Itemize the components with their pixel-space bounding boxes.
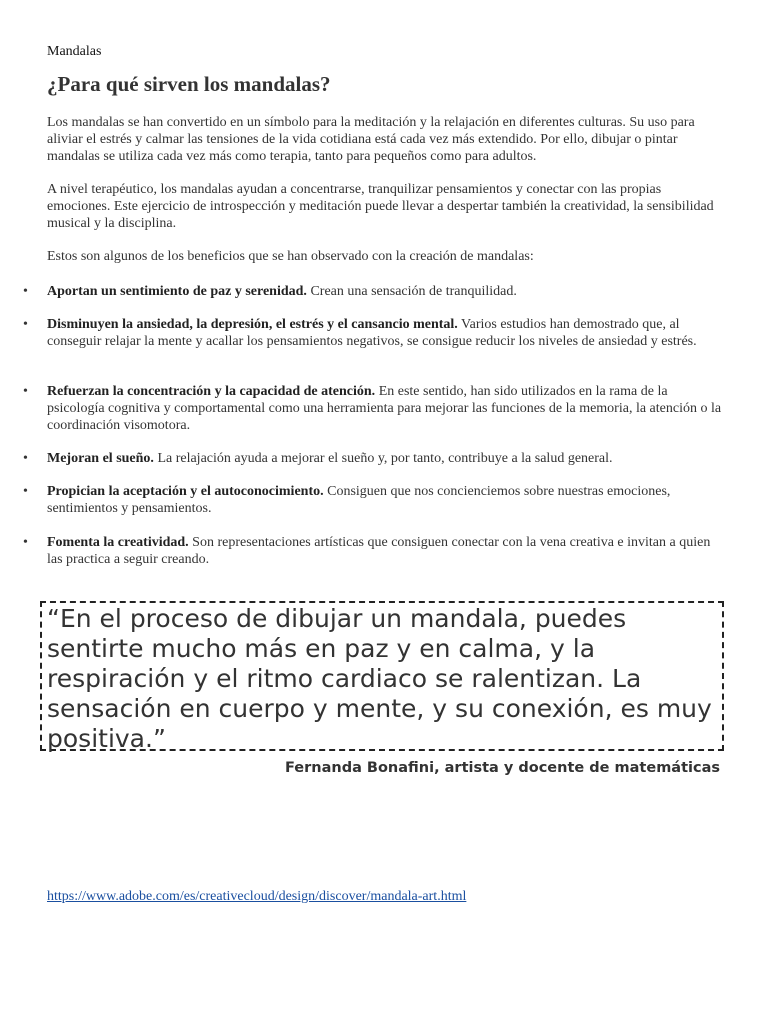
quote-box xyxy=(40,601,724,751)
list-item xyxy=(23,283,727,300)
benefit-description: Son representaciones artísticas que consiguen conectar con la vena creativa e invitan a quien las practica a seguir creando. xyxy=(47,535,711,567)
bullet-icon: • xyxy=(23,384,28,399)
benefit-title: Mejoran el sueño. xyxy=(47,451,154,466)
benefit-description: Crean una sensación de tranquilidad. xyxy=(306,284,517,299)
intro-paragraph: Los mandalas se han convertido en un símbolo para la meditación y la relajación en diferentes culturas. Su uso para aliviar el estrés y calmar las tensiones de la vida cotidiana está cada vez más extendido. Por ello, dibujar o pintar mandalas se utiliza cada vez más como terapia, tanto para pequeños como para adultos. xyxy=(47,115,695,164)
benefit-description: Varios estudios han demostrado que, al conseguir relajar la mente y acallar los pensamientos negativos, se consigue reducir los niveles de ansiedad y estrés. xyxy=(47,317,697,349)
bullet-icon: • xyxy=(23,317,28,332)
source-link[interactable]: https://www.adobe.com/es/creativecloud/design/discover/mandala-art.html xyxy=(47,889,467,904)
benefit-title: Refuerzan la concentración y la capacidad de atención. xyxy=(47,384,376,399)
quote-author: Fernanda Bonafini, artista y docente de matemáticas xyxy=(284,760,720,776)
list-item xyxy=(23,383,727,434)
benefit-title: Disminuyen la ansiedad, la depresión, el estrés y el cansancio mental. xyxy=(47,317,458,332)
page-title: ¿Para qué sirven los mandalas? xyxy=(47,72,331,96)
bullet-icon: • xyxy=(23,284,28,299)
bullet-icon: • xyxy=(23,451,28,466)
bullet-icon: • xyxy=(23,484,28,499)
bullet-icon: • xyxy=(23,535,28,550)
benefit-title: Fomenta la creatividad. xyxy=(47,535,189,550)
therapeutic-paragraph: A nivel terapéutico, los mandalas ayudan a concentrarse, tranquilizar pensamientos y conectar con las propias emociones. Este ejercicio de introspección y meditación puede llevar a despertar también la creatividad, la sensibilidad musical y la disciplina. xyxy=(47,182,714,231)
benefit-description: En este sentido, han sido utilizados en la rama de la psicología cognitiva y comportamental como una herramienta para mejorar las funciones de la memoria, la atención o la coordinación visomotora. xyxy=(47,384,722,433)
benefit-title: Propician la aceptación y el autoconocimiento. xyxy=(47,484,324,499)
list-item xyxy=(23,534,727,568)
benefits-intro-paragraph: Estos son algunos de los beneficios que se han observado con la creación de mandalas: xyxy=(47,249,534,264)
benefit-title: Aportan un sentimiento de paz y serenidad. xyxy=(47,284,307,299)
list-item xyxy=(23,483,727,517)
benefit-description: Consiguen que nos concienciemos sobre nuestras emociones, sentimientos y pensamientos. xyxy=(47,484,671,516)
list-item xyxy=(23,450,727,467)
benefit-description: La relajación ayuda a mejorar el sueño y, por tanto, contribuye a la salud general. xyxy=(153,451,613,466)
document-label: Mandalas xyxy=(47,44,102,59)
list-item xyxy=(23,316,727,350)
quote-text: “En el proceso de dibujar un mandala, puedes sentirte mucho más en paz y en calma, y la respiración y el ritmo cardiaco se ralentizan. La sensación en cuerpo y mente, y su conexión, es muy positiva.” xyxy=(47,604,712,753)
